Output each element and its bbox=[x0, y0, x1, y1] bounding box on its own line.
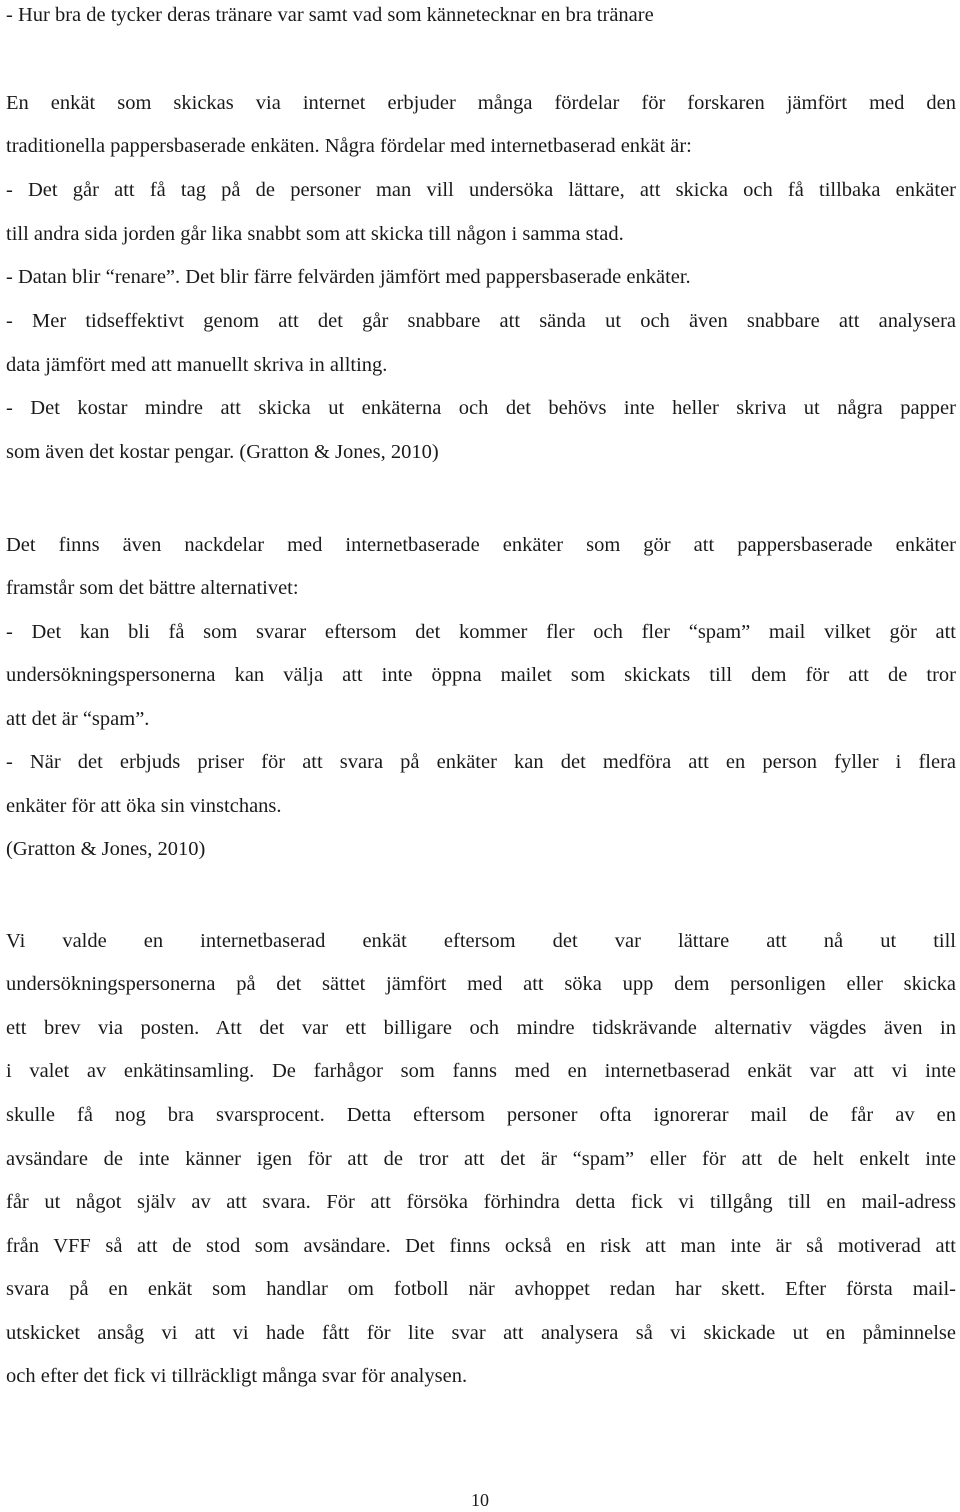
text-line: undersökningspersonerna kan välja att inte öppna mailet som skickats till dem för att de tror bbox=[6, 664, 956, 686]
text-line: - När det erbjuds priser för att svara på enkäter kan det medföra att en person fyller i flera bbox=[6, 751, 956, 773]
text-line: undersökningspersonerna på det sättet jämfört med att söka upp dem personligen eller skicka bbox=[6, 973, 956, 995]
text-line: och efter det fick vi tillräckligt många svar för analysen. bbox=[6, 1365, 468, 1387]
text-line: traditionella pappersbaserade enkäten. Några fördelar med internetbaserad enkät är: bbox=[6, 135, 692, 157]
text-line: avsändare de inte känner igen för att de tror att det är “spam” eller för att de helt enkelt inte bbox=[6, 1148, 956, 1170]
text-line: - Hur bra de tycker deras tränare var samt vad som kännetecknar en bra tränare bbox=[6, 4, 654, 26]
text-line: (Gratton & Jones, 2010) bbox=[6, 838, 206, 860]
text-line: att det är “spam”. bbox=[6, 708, 150, 730]
text-line: ett brev via posten. Att det var ett billigare och mindre tidskrävande alternativ vägdes även in bbox=[6, 1017, 956, 1039]
text-line: Det finns även nackdelar med internetbaserade enkäter som gör att pappersbaserade enkäter bbox=[6, 534, 956, 556]
text-line: - Datan blir “renare”. Det blir färre felvärden jämfört med pappersbaserade enkäter. bbox=[6, 266, 691, 288]
text-line: får ut något själv av att svara. För att försöka förhindra detta fick vi tillgång till en mail-adress bbox=[6, 1191, 956, 1213]
text-line: från VFF så att de stod som avsändare. Det finns också en risk att man inte är så motiverad att bbox=[6, 1235, 956, 1257]
text-line: svara på en enkät som handlar om fotboll när avhoppet redan har skett. Efter första mail- bbox=[6, 1278, 956, 1300]
text-line: - Mer tidseffektivt genom att det går snabbare att sända ut och även snabbare att analysera bbox=[6, 310, 956, 332]
text-line: En enkät som skickas via internet erbjuder många fördelar för forskaren jämfört med den bbox=[6, 92, 956, 114]
page-number: 10 bbox=[471, 1490, 489, 1510]
text-line: som även det kostar pengar. (Gratton & Jones, 2010) bbox=[6, 441, 439, 463]
text-line: - Det kostar mindre att skicka ut enkäterna och det behövs inte heller skriva ut några papper bbox=[6, 397, 956, 419]
text-line: i valet av enkätinsamling. De farhågor som fanns med en internetbaserad enkät var att vi inte bbox=[6, 1060, 956, 1082]
text-line: till andra sida jorden går lika snabbt som att skicka till någon i samma stad. bbox=[6, 223, 624, 245]
text-line: utskicket ansåg vi att vi hade fått för lite svar att analysera så vi skickade ut en påminnelse bbox=[6, 1322, 956, 1344]
text-line: - Det kan bli få som svarar eftersom det kommer fler och fler “spam” mail vilket gör att bbox=[6, 621, 956, 643]
text-line: skulle få nog bra svarsprocent. Detta eftersom personer ofta ignorerar mail de får av en bbox=[6, 1104, 956, 1126]
text-line: Vi valde en internetbaserad enkät eftersom det var lättare att nå ut till bbox=[6, 930, 956, 952]
text-line: enkäter för att öka sin vinstchans. bbox=[6, 795, 282, 817]
text-line: data jämfört med att manuellt skriva in allting. bbox=[6, 354, 388, 376]
text-line: - Det går att få tag på de personer man vill undersöka lättare, att skicka och få tillbaka enkäter bbox=[6, 179, 956, 201]
text-line: framstår som det bättre alternativet: bbox=[6, 577, 299, 599]
